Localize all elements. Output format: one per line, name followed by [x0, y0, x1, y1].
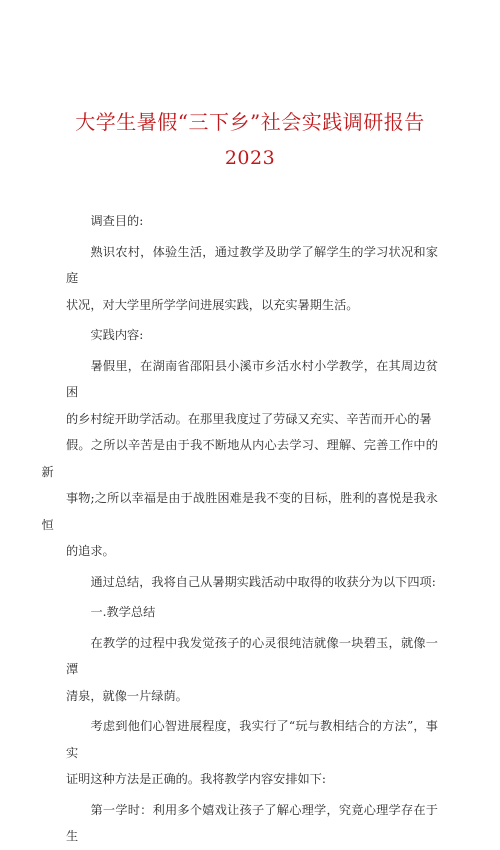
- paragraph-content: [41, 353, 438, 565]
- text-line: 状况，对大学里所学学问进展实践，以充实暑期生活。: [66, 297, 359, 312]
- text-line: 的乡村绽开助学活动。在那里我度过了劳碌又充实、辛苦而开心的暑: [66, 411, 432, 426]
- document-body: [41, 208, 438, 850]
- text-line: 事物;之所以幸福是由于战胜困难是我不变的目标，胜利的喜悦是我永恒: [41, 491, 438, 532]
- paragraph-summary-intro: [66, 569, 438, 596]
- text-line: 考虑到他们心智进展程度，我实行了“玩与教相结合的方法”，事实: [66, 719, 438, 760]
- paragraph-teaching-1: [66, 630, 438, 710]
- paragraph-content-heading: [66, 322, 438, 349]
- paragraph-teaching-2: [66, 713, 438, 793]
- paragraph-purpose-heading: [66, 208, 438, 235]
- text-line: 通过总结，我将自己从暑期实践活动中取得的收获分为以下四项:: [90, 574, 436, 589]
- paragraph-purpose: [66, 239, 438, 319]
- text-line: 在教学的过程中我发觉孩子的心灵很纯洁就像一块碧玉，就像一潭: [66, 635, 438, 676]
- text-line: 暑假里，在湖南省邵阳县小溪市乡活水村小学教学，在其周边贫困: [66, 358, 438, 399]
- paragraph-section-heading: [66, 599, 438, 626]
- text-line: 证明这种方法是正确的。我将教学内容安排如下:: [66, 772, 327, 786]
- text-line: 第一学时：利用多个嬉戏让孩子了解心理学，究竟心理学存在于生: [66, 802, 438, 843]
- text-line: 熟识农村，体验生活，通过教学及助学了解学生的学习状况和家庭: [66, 244, 438, 285]
- paragraph-teaching-3: [66, 797, 438, 850]
- text-line: 实践内容:: [90, 328, 144, 342]
- text-line: 一.教学总结: [90, 605, 156, 619]
- text-line: 的追求。: [66, 544, 115, 558]
- document-title-year: 2023: [224, 147, 276, 169]
- text-line: 清泉，就像一片绿荫。: [66, 688, 188, 703]
- text-line: 假。之所以辛苦是由于我不断地从内心去学习、理解、完善工作中的新: [41, 438, 438, 479]
- text-line: 调查目的:: [90, 214, 144, 228]
- document-title: 大学生暑假“三下乡”社会实践调研报告: [75, 110, 425, 134]
